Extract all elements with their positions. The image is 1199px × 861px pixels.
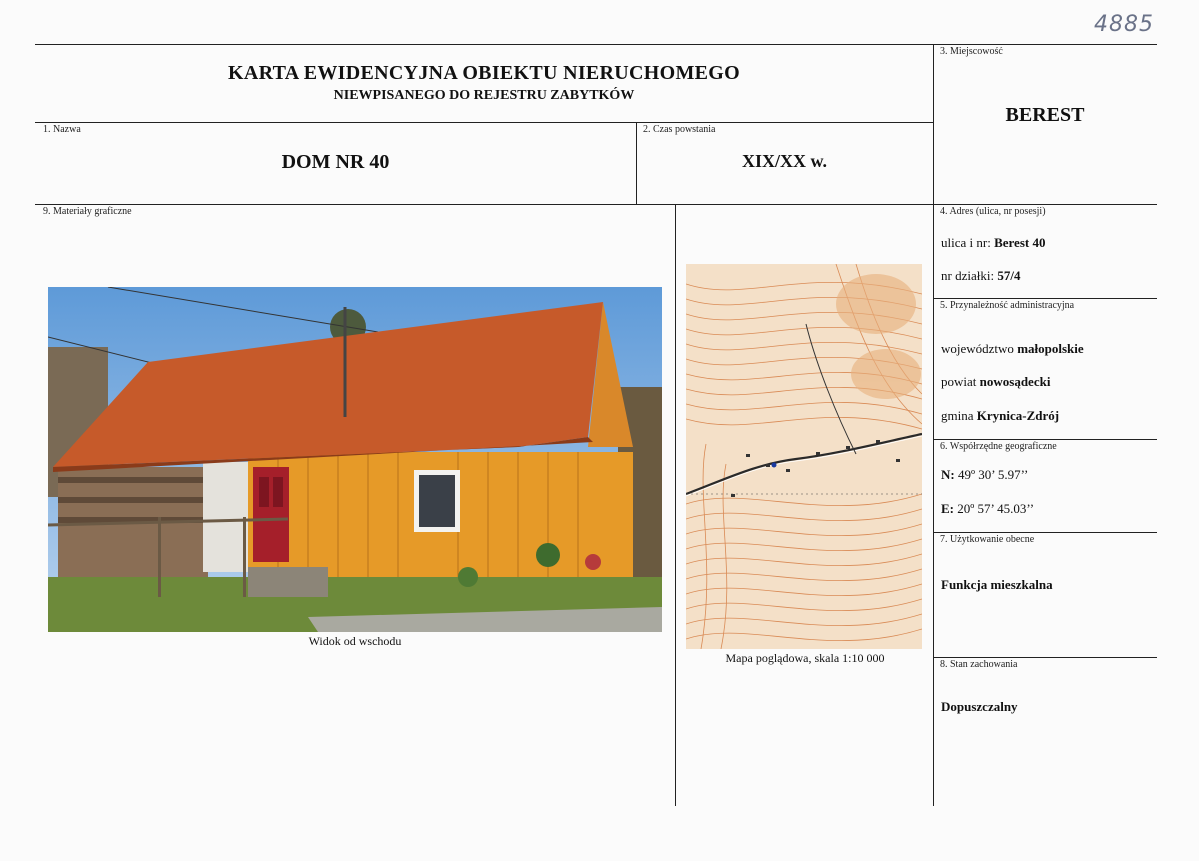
topographic-map (686, 264, 922, 649)
voivodeship-prefix: województwo (941, 341, 1014, 356)
row1-divider (35, 204, 1157, 205)
topographic-map-drawing (686, 264, 922, 649)
usage-value: Funkcja mieszkalna (941, 577, 1053, 592)
date-value: XIX/XX w. (741, 151, 827, 171)
longitude-value: 20º 57’ 45.03’’ (957, 501, 1035, 516)
powiat-value: nowosądecki (979, 374, 1051, 389)
street-value: Berest 40 (994, 235, 1046, 250)
powiat-line (941, 374, 1050, 390)
f4-f5-divider (933, 298, 1157, 299)
name-label: 1. Nazwa (43, 124, 81, 135)
gmina-prefix: gmina (941, 408, 974, 423)
house-photo (48, 287, 662, 632)
plot-prefix: nr działki: (941, 268, 995, 283)
coords-label: 6. Współrzędne geograficzne (940, 441, 1057, 452)
street-line (941, 235, 1045, 251)
powiat-prefix: powiat (941, 374, 977, 389)
locality-label: 3. Miejscowość (940, 46, 1003, 57)
gmina-value: Krynica-Zdrój (976, 408, 1060, 423)
photo-map-divider (675, 204, 676, 806)
longitude-line (941, 501, 1034, 517)
f5-f6-divider (933, 439, 1157, 440)
voivodeship-value: małopolskie (1017, 341, 1084, 356)
f7-f8-divider (933, 657, 1157, 658)
gmina-line (941, 408, 1059, 424)
top-border (35, 44, 1157, 45)
house-photo-drawing (48, 287, 662, 632)
date-label: 2. Czas powstania (643, 124, 716, 135)
condition-value: Dopuszczalny (941, 699, 1018, 714)
admin-label: 5. Przynależność administracyjna (940, 300, 1075, 311)
latitude-prefix: N: (941, 467, 955, 482)
name-value: DOM NR 40 (281, 151, 390, 173)
map-caption: Mapa poglądowa, skala 1:10 000 (725, 651, 885, 665)
card-subtitle: NIEWPISANEGO DO REJESTRU ZABYTKÓW (333, 88, 635, 103)
card-title: KARTA EWIDENCYJNA OBIEKTU NIERUCHOMEGO (227, 62, 741, 84)
photo-caption: Widok od wschodu (308, 634, 402, 648)
street-prefix: ulica i nr: (941, 235, 991, 250)
f6-f7-divider (933, 532, 1157, 533)
archive-number-handwritten: 4885 (1094, 12, 1154, 37)
latitude-value: 49º 30’ 5.97’’ (957, 467, 1029, 482)
voivodeship-line (941, 341, 1084, 357)
graphics-label: 9. Materiały graficzne (43, 206, 132, 217)
locality-value: BEREST (1005, 104, 1085, 126)
plot-line (941, 268, 1020, 284)
plot-value: 57/4 (997, 268, 1021, 283)
header-divider (35, 122, 933, 123)
latitude-line (941, 467, 1028, 483)
address-label: 4. Adres (ulica, nr posesji) (940, 206, 1046, 217)
main-right-divider (933, 44, 934, 806)
condition-label: 8. Stan zachowania (940, 659, 1018, 670)
longitude-prefix: E: (941, 501, 954, 516)
usage-label: 7. Użytkowanie obecne (940, 534, 1035, 545)
